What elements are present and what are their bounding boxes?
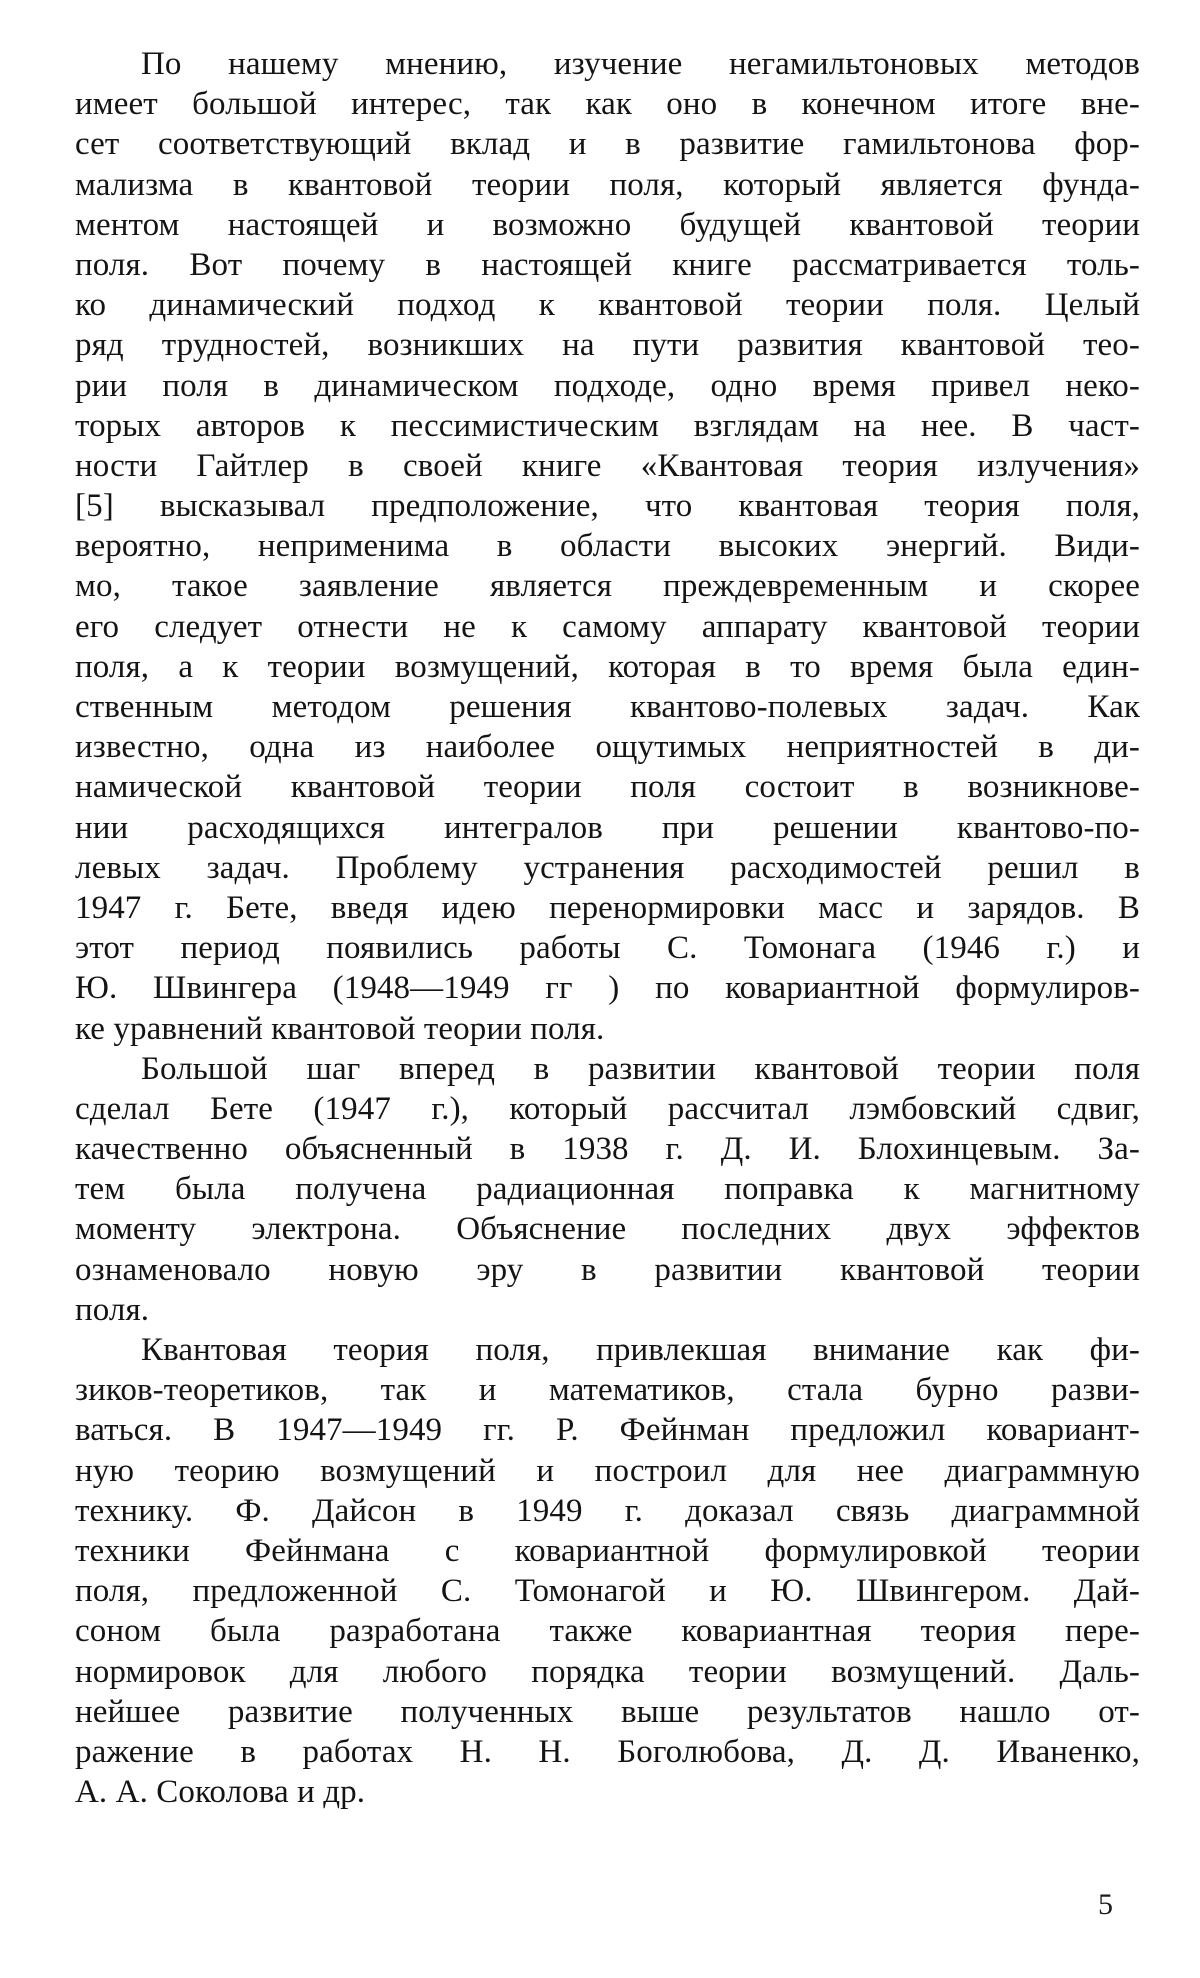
- text-line: известно, одна из наиболее ощутимых неприятностей в ди-: [75, 729, 1140, 766]
- text-line: ознаменовало новую эру в развитии квантовой теории: [75, 1251, 1140, 1288]
- text-line: этот период появились работы С. Томонага (1946 г.) и: [75, 930, 1140, 967]
- text-line: техники Фейнмана с ковариантной формулировкой теории: [75, 1532, 1140, 1569]
- text-line: нии расходящихся интегралов при решении квантово-по-: [75, 809, 1140, 846]
- text-line: вероятно, неприменима в области высоких энергий. Види-: [75, 528, 1140, 565]
- text-line: намической квантовой теории поля состоит в возникнове-: [75, 769, 1140, 806]
- paragraph: [75, 1049, 1140, 1330]
- text-line: Ю. Швингера (1948—1949 гг ) по ковариантной формулиров-: [75, 970, 1140, 1007]
- text-line: ряд трудностей, возникших на пути развития квантовой тео-: [75, 327, 1140, 364]
- text-line: нормировок для любого порядка теории возмущений. Даль-: [75, 1653, 1140, 1690]
- body-text: [75, 44, 1140, 1812]
- paragraph: [75, 1330, 1140, 1812]
- paragraph: [75, 44, 1140, 1049]
- text-line: ности Гайтлер в своей книге «Квантовая теория излучения»: [75, 447, 1140, 484]
- text-line: ке уравнений квантовой теории поля.: [75, 1010, 605, 1047]
- text-line: технику. Ф. Дайсон в 1949 г. доказал связь диаграммной: [75, 1492, 1140, 1529]
- text-line: поля, предложенной С. Томонагой и Ю. Швингером. Дай-: [75, 1573, 1140, 1610]
- text-line: зиков-теоретиков, так и математиков, стала бурно разви-: [75, 1372, 1140, 1409]
- text-line: [5] высказывал предположение, что квантовая теория поля,: [75, 488, 1140, 525]
- text-line: левых задач. Проблему устранения расходимостей решил в: [75, 849, 1140, 886]
- text-line: ко динамический подход к квантовой теории поля. Целый: [75, 287, 1140, 324]
- text-line: рии поля в динамическом подходе, одно время привел неко-: [75, 367, 1140, 404]
- text-line: По нашему мнению, изучение негамильтоновых методов: [141, 46, 1140, 82]
- page-number: 5: [1098, 1888, 1113, 1921]
- text-line: торых авторов к пессимистическим взглядам на нее. В част-: [75, 407, 1140, 444]
- text-line: поля. Вот почему в настоящей книге рассматривается толь-: [75, 246, 1140, 283]
- text-line: ную теорию возмущений и построил для нее диаграммную: [75, 1452, 1140, 1489]
- text-line: А. А. Соколова и др.: [75, 1774, 366, 1811]
- text-line: качественно объясненный в 1938 г. Д. И. Блохинцевым. За-: [75, 1131, 1140, 1168]
- text-line: тем была получена радиационная поправка к магнитному: [75, 1171, 1140, 1208]
- text-line: 1947 г. Бете, введя идею перенормировки масс и зарядов. В: [75, 889, 1140, 926]
- text-line: Большой шаг вперед в развитии квантовой теории поля: [141, 1050, 1140, 1087]
- text-line: его следует отнести не к самому аппарату квантовой теории: [75, 608, 1140, 645]
- text-line: Квантовая теория поля, привлекшая внимание как фи-: [141, 1332, 1140, 1368]
- text-line: сет соответствующий вклад и в развитие гамильтонова фор-: [75, 126, 1140, 163]
- text-line: сделал Бете (1947 г.), который рассчитал лэмбовский сдвиг,: [75, 1090, 1140, 1127]
- text-line: поля.: [75, 1291, 150, 1328]
- text-line: ражение в работах Н. Н. Боголюбова, Д. Д. Иваненко,: [75, 1733, 1140, 1770]
- text-line: ваться. В 1947—1949 гг. Р. Фейнман предложил ковариант-: [75, 1412, 1140, 1449]
- text-line: мализма в квантовой теории поля, который является фунда-: [75, 166, 1140, 203]
- text-line: моменту электрона. Объяснение последних двух эффектов: [75, 1211, 1140, 1248]
- text-line: ственным методом решения квантово-полевых задач. Как: [75, 689, 1140, 725]
- text-line: нейшее развитие полученных выше результатов нашло от-: [75, 1693, 1140, 1730]
- text-line: имеет большой интерес, так как оно в конечном итоге вне-: [75, 86, 1140, 123]
- text-line: поля, а к теории возмущений, которая в то время была един-: [75, 648, 1140, 685]
- text-line: мо, такое заявление является преждевременным и скорее: [75, 568, 1140, 605]
- text-line: соном была разработана также ковариантная теория пере-: [75, 1613, 1140, 1650]
- text-line: ментом настоящей и возможно будущей квантовой теории: [75, 206, 1140, 243]
